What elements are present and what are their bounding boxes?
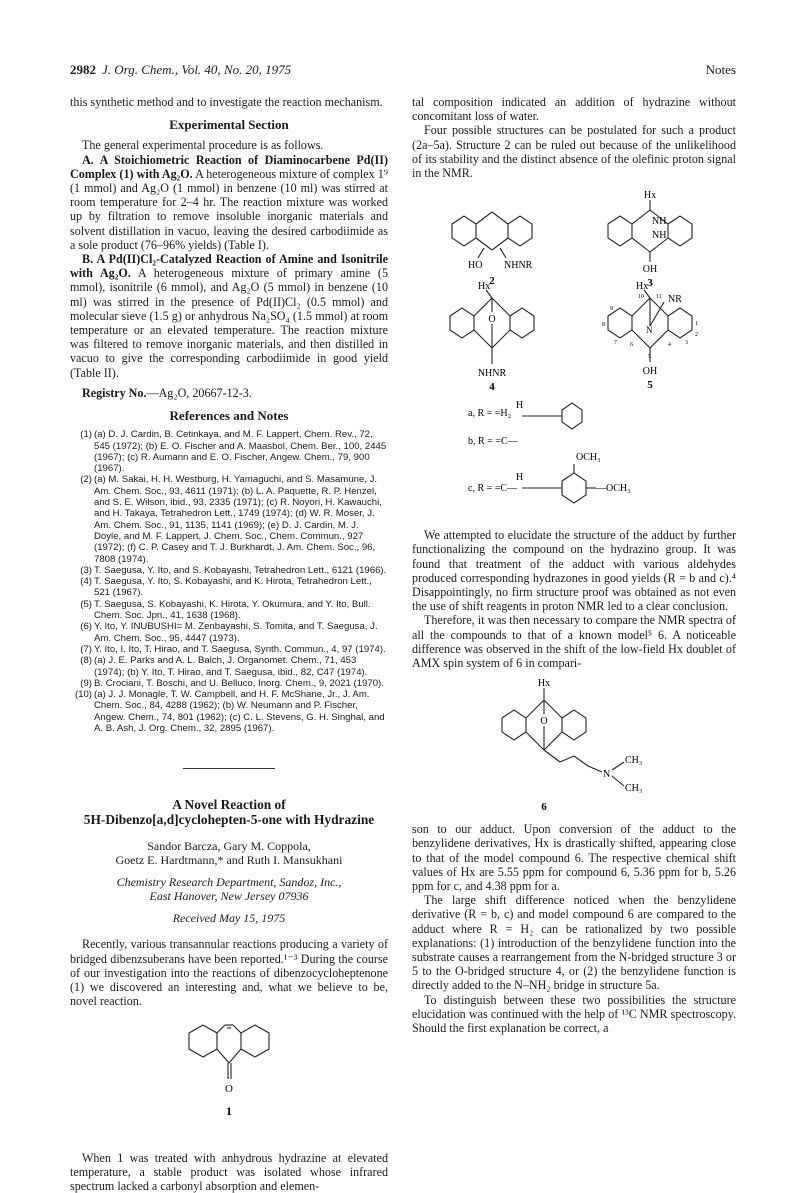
left-column [70, 95, 388, 1193]
structure-4-hx: Hx [478, 281, 490, 292]
substituent-b: b, R = =C— [468, 436, 519, 447]
right-paragraph-4: Therefore, it was then necessary to compare the NMR spectra of all the compounds to that of a known model⁵ 6. A noticeable difference was observed in the shift of the low-field Hx doublet of AMX spin system of 6 in compari- [412, 613, 736, 670]
substituent-a: a, R = =H₂ [468, 408, 511, 419]
affiliation-line-1: Chemistry Research Department, Sandoz, Inc., [70, 875, 388, 889]
structure-5-ring-b [668, 308, 692, 338]
structure-5-oh: OH [643, 366, 657, 377]
structure-6-oxygen: O [540, 716, 547, 727]
locant-3: 3 [685, 340, 688, 346]
structure-6-figure [412, 676, 736, 816]
header-left [70, 62, 291, 78]
structure-6-hx: Hx [538, 678, 550, 689]
structure-4-ring-b [510, 308, 534, 338]
structure-3-hx: Hx [644, 190, 656, 201]
structure-2-label: 2 [489, 275, 495, 287]
structure-4-label: 4 [489, 381, 495, 393]
intro-continuation: this synthetic method and to investigate the reaction mechanism. [70, 95, 388, 109]
article-title [70, 797, 388, 827]
experimental-heading: Experimental Section [70, 118, 388, 132]
reference-item [70, 474, 388, 564]
structure-5-hx: Hx [636, 281, 648, 292]
procedure-b-title: B. A Pd(II)Cl₂-Catalyzed Reaction of Amine and Isonitrile with Ag₂O. [70, 252, 388, 280]
structure-3-ring-b [668, 216, 692, 246]
structure-3-oh: OH [643, 264, 657, 275]
structure-1-left-ring [189, 1025, 217, 1057]
procedure-a [70, 153, 388, 252]
authors-line-1: Sandor Barcza, Gary M. Coppola, [70, 839, 388, 853]
structure-2-ho: HO [468, 260, 482, 271]
registry-value: —Ag₂O, 20667-12-3. [146, 386, 251, 400]
structure-3-ring-a [608, 216, 632, 246]
reference-text: (a) J. J. Monagle, T. W. Campbell, and H. F. McShane, Jr., J. Am. Chem. Soc., 84, 4288 (1962); (b) W. Neumann and P. Fischer, Angew. Chem., 74, 801 (1962); (c) C. L. Stevens, G. H. Singhal, and A. B. Ash, J. Org. Chem., 32, 2895 (1967). [94, 689, 385, 734]
references-heading: References and Notes [70, 409, 388, 423]
right-paragraph-5: son to our adduct. Upon conversion of the adduct to the benzylidene derivatives, Hx is drastically shifted, appearing close to that of the model compound 6. The respective chemical shift values of Hx are 5.55 ppm for compound 6, 5.36 ppm for b, 5.26 ppm for c, and 4.38 ppm for a. [412, 822, 736, 893]
reference-item [70, 689, 388, 734]
reference-number: (6) [70, 621, 92, 632]
locant-7: 7 [614, 340, 617, 346]
structure-4-nhnr: NHNR [478, 368, 507, 379]
right-column [412, 95, 736, 1035]
structure-6-ring-a [502, 710, 526, 740]
reference-number: (1) [70, 429, 92, 440]
structure-4-oxygen: O [488, 314, 495, 325]
author-list [70, 839, 388, 867]
structure-1-figure [149, 1015, 309, 1145]
structure-2-ring-a [452, 216, 476, 246]
reference-number: (10) [70, 689, 92, 700]
reference-text: T. Saegusa, Y. Ito, S. Kobayashi, and K. Hirota, Tetrahedron Lett., 521 (1967). [94, 576, 372, 598]
substituent-c-aryl [562, 473, 586, 503]
substituent-c-och3-top: OCH₃ [576, 452, 601, 463]
substituent-c-och3-right: —OCH₃ [595, 483, 631, 494]
affiliation-line-2: East Hanover, New Jersey 07936 [70, 889, 388, 903]
reference-item [70, 621, 388, 644]
references-list [70, 429, 388, 734]
right-paragraph-6: The large shift difference noticed when the benzylidene derivative (R = b, c) and model compound 6 are compared to the adduct where R = H₂ can be rationalized by two possible explanations: (1) introduction of the benzylidene function into the substrate causes a rearrangement from the N-bridged structure 3 or 5 to the O-bridged structure 4, or (2) the benzylidene function is directly added to the N–NH₂ bridge in structure 5a. [412, 893, 736, 992]
body-paragraph-2: When 1 was treated with anhydrous hydrazine at elevated temperature, a stable product was isolated whose infrared spectrum lacked a carbonyl absorption and elemen- [70, 1151, 388, 1193]
body-paragraph-1: Recently, various transannular reactions producing a variety of bridged dibenzsuberans have been reported.¹⁻³ During the course of our investigation into the reactions of dibenzocycloheptenone (1) we discovered an interesting and, what we believe to be, novel reaction. [70, 937, 388, 1008]
procedure-a-body: A heterogeneous mixture of complex 1⁹ (1 mmol) and Ag₂O (1 mmol) in benzene (10 ml) was stirred at room temperature for 2–4 hr. The reaction mixture was worked up by filtration to remove insoluble inorganic materials and solvent distillation in vacuo, leaving the desired carbodiimide as a sole product (76–96% yields) (Table I). [70, 167, 388, 252]
locant-2: 2 [695, 332, 698, 338]
reference-number: (4) [70, 576, 92, 587]
reference-number: (7) [70, 644, 92, 655]
locant-1: 1 [695, 321, 698, 327]
reference-text: B. Crociani, T. Boschi, and U. Belluco, Inorg. Chem., 9, 2021 (1970). [94, 678, 384, 689]
structure-1-oxygen: O [225, 1083, 233, 1095]
structure-5-nr: NR [668, 294, 682, 305]
reference-number: (9) [70, 678, 92, 689]
affiliation [70, 875, 388, 903]
substituent-b-phenyl [562, 403, 582, 429]
locant-9: 9 [610, 306, 613, 312]
locant-4: 4 [668, 342, 671, 348]
substituent-b-h: H [516, 400, 523, 411]
reference-text: (a) D. J. Cardin, B. Cetinkaya, and M. F. Lappert, Chem. Rev., 72, 545 (1972); (b) E. O. Fischer and A. Maasbol, Chem. Ber., 100, 2445 (1967); (c) R. Aumann and E. O. Fischer, Angew. Chem., 79, 900 (1967). [94, 429, 386, 474]
structure-6-ch3-top: CH₃ [625, 755, 642, 766]
reference-text: Y. Ito, Y. INUBUSHI= M. Zenbayashi, S. Tomita, and T. Saegusa, J. Am. Chem. Soc., 95, 4447 (1973). [94, 621, 378, 643]
substituent-c-h: H [516, 472, 523, 483]
structure-6-ring-b [562, 710, 586, 740]
locant-6: 6 [630, 342, 633, 348]
structure-3-nh-bottom: NH [652, 230, 666, 241]
reference-number: (5) [70, 599, 92, 610]
right-paragraph-3: We attempted to elucidate the structure of the adduct by further functionalizing the compound on the hydrazino group. It was found that treatment of the adduct with various aldehydes produced corresponding hydrazones in good yields (R = b and c).⁴ Disappointingly, no firm structure proof was obtained as not even the use of shift reagents in proton NMR led to a clear conclusion. [412, 528, 736, 613]
structure-4-ring-a [450, 308, 474, 338]
reference-item [70, 565, 388, 576]
page-number: 2982 [70, 62, 96, 77]
reference-number: (3) [70, 565, 92, 576]
authors-line-2: Goetz E. Hardtmann,* and Ruth I. Mansukhani [70, 853, 388, 867]
structure-5-ring-a [608, 308, 632, 338]
structures-2-5-figure [412, 186, 736, 522]
general-procedure: The general experimental procedure is as follows. [70, 138, 388, 152]
article-title-line-1: A Novel Reaction of [70, 797, 388, 812]
structure-2-ring-b [508, 216, 532, 246]
reference-text: (a) J. E. Parks and A. L. Balch, J. Organomet. Chem., 71, 453 (1974); (b) Y. Ito, T. Hirao, and T. Saegusa, ibid., 82, C47 (1974). [94, 655, 367, 677]
reference-item [70, 599, 388, 622]
reference-item [70, 644, 388, 655]
structure-2-nhnr: NHNR [504, 260, 533, 271]
reference-item [70, 678, 388, 689]
right-paragraph-7: To distinguish between these two possibilities the structure elucidation was continued with the help of ¹³C NMR spectroscopy. Should the first explanation be correct, a [412, 993, 736, 1036]
procedure-a-title: A. A Stoichiometric Reaction of Diaminocarbene Pd(II) Complex (1) with Ag₂O. [70, 153, 388, 181]
structure-5-nitrogen: N [646, 325, 653, 335]
reference-text: (a) M. Sakai, H. H. Westburg, H. Yamaguchi, and S. Masamune, J. Am. Chem. Soc., 93, 4611 (1971); (b) L. A. Paquette, R. P. Henzel, and S. E. Wilson, ibid., 93, 2335 (1971); (c) R. Noyori, H. Kawauchi, and H. Takaya, Tetrahedron Lett., 1749 (1974); (d) W. R. Moser, J. Am. Chem. Soc., 91, 1135, 1141 (1969); (e) D. J. Cardin, M. J. Doyle, and M. F. Lappert, J. Chem. Soc., Chem. Commun., 927 (1972); (f) C. P. Casey and T. J. Burkhardt, J. Am. Chem. Soc., 96, 7808 (1974). [94, 474, 382, 564]
section-name: Notes [706, 62, 736, 78]
received-date: Received May 15, 1975 [70, 911, 388, 925]
right-paragraph-1: tal composition indicated an addition of hydrazine without concomitant loss of water. [412, 95, 736, 123]
registry-line [70, 386, 388, 400]
reference-number: (8) [70, 655, 92, 666]
structure-5-label: 5 [647, 379, 653, 391]
article-title-line-2: 5H-Dibenzo[a,d]cyclohepten-5-one with Hydrazine [70, 812, 388, 827]
right-paragraph-2: Four possible structures can be postulated for such a product (2a–5a). Structure 2 can be ruled out because of the unlikelihood of its stability and the distinct absence of the olefinic proton signal in the NMR. [412, 123, 736, 180]
running-header [70, 62, 736, 80]
structure-3-label: 3 [647, 277, 653, 289]
structure-1-right-ring [241, 1025, 269, 1057]
structure-6-nitrogen: N [603, 769, 610, 780]
structure-6-label: 6 [541, 801, 547, 813]
locant-8: 8 [602, 322, 605, 328]
locant-5: 5 [648, 354, 651, 360]
procedure-b-body: A heterogeneous mixture of primary amine (5 mmol), isonitrile (6 mmol), and Ag₂O (5 mmol) in benzene (10 ml) was stirred in the presence of Pd(II)Cl₂ (0.5 mmol) and molecular sieve (1.5 g) or anhydrous Na₂SO₄ (1.5 mmol) at room temperature or an elevated temperature. The reaction mixture was filtered to remove inorganic materials, and then distilled in vacuo to give the corresponding carbodiimide in good yield (Table II). [70, 266, 388, 379]
reference-item [70, 576, 388, 599]
reference-number: (2) [70, 474, 92, 485]
substituent-c: c, R = =C— [468, 483, 518, 494]
procedure-b [70, 252, 388, 380]
structure-6-ch3-bottom: CH₃ [625, 783, 642, 794]
reference-text: T. Saegusa, Y. Ito, and S. Kobayashi, Tetrahedron Lett., 6121 (1966). [94, 565, 386, 576]
reference-text: T. Saegusa, S. Kobayashi, K. Hirota, Y. Okumura, and Y. Ito, Bull. Chem. Soc. Jpn., 41, 1638 (1968). [94, 599, 371, 621]
journal-citation: J. Org. Chem., Vol. 40, No. 20, 1975 [102, 62, 291, 77]
structure-1-label: 1 [226, 1104, 232, 1118]
locant-10: 10 [638, 294, 644, 300]
locant-11: 11 [656, 294, 662, 300]
article-divider [183, 768, 275, 769]
registry-label: Registry No. [82, 386, 146, 400]
reference-text: Y. Ito, I. Ito, T. Hirao, and T. Saegusa, Synth. Commun., 4, 97 (1974). [94, 644, 386, 655]
reference-item [70, 655, 388, 678]
reference-item [70, 429, 388, 474]
structure-3-nh-top: NH [652, 216, 666, 227]
